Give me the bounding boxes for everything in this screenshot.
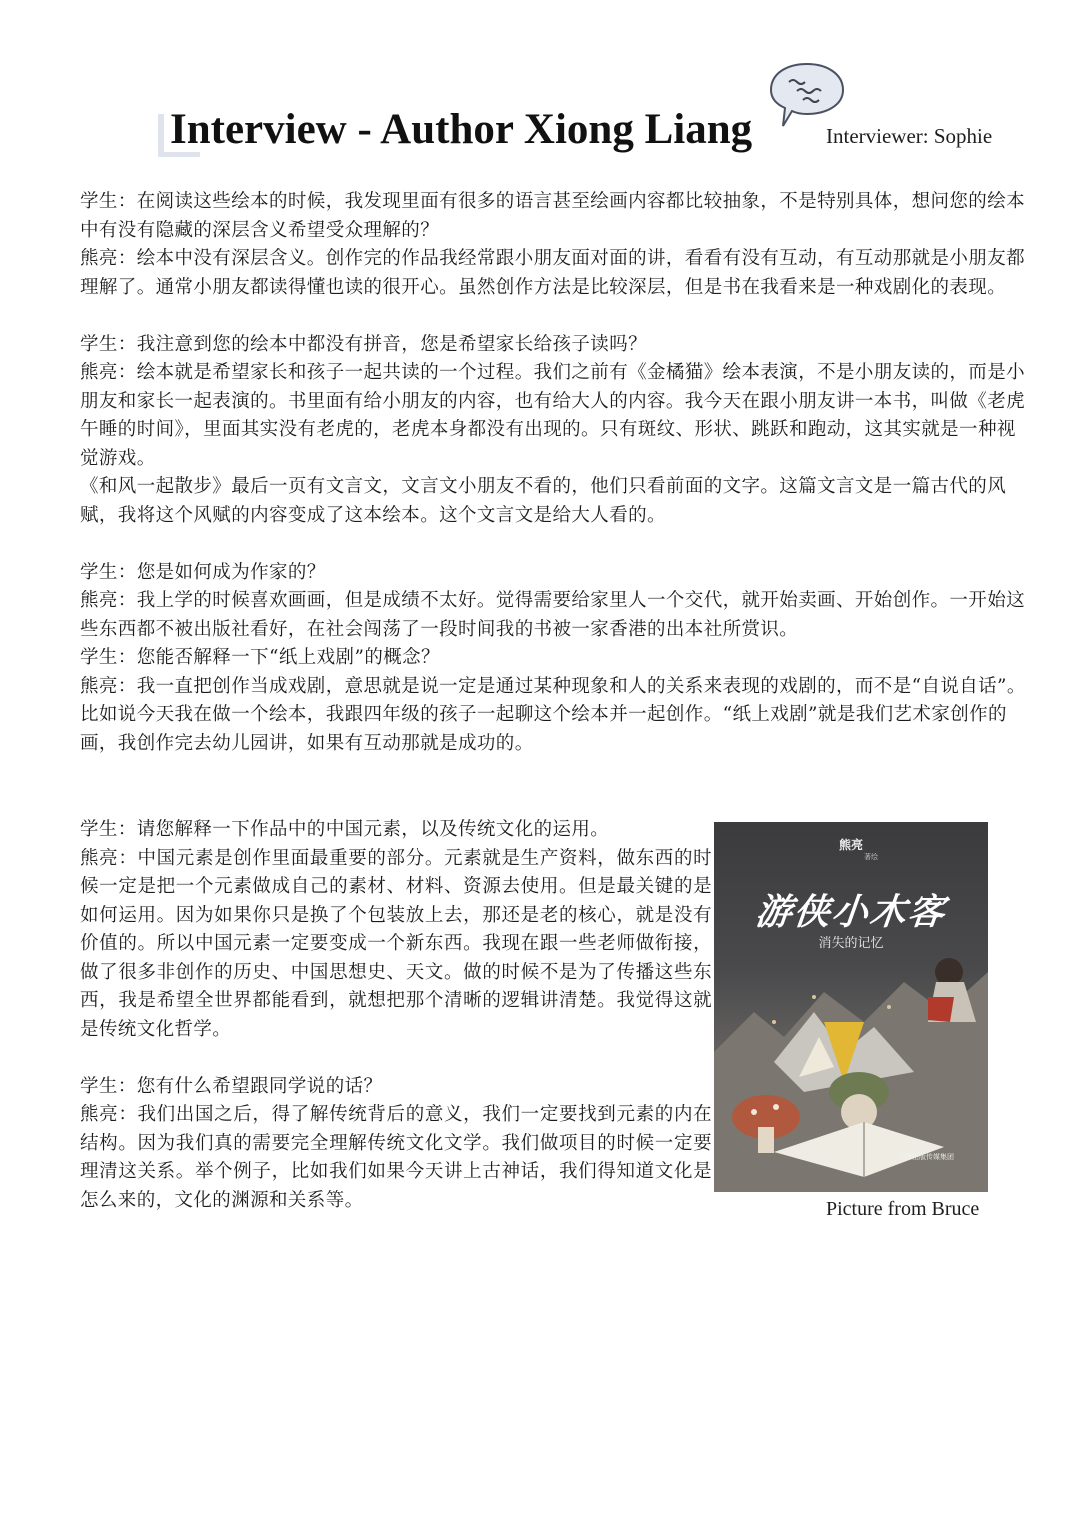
picture-caption: Picture from Bruce xyxy=(826,1198,980,1220)
interview-paragraph: 学生：在阅读这些绘本的时候，我发现里面有很多的语言甚至绘画内容都比较抽象，不是特别具体，想问您的绘本中有没有隐藏的深层含义希望受众理解的？ xyxy=(80,191,1026,241)
interview-section-1 xyxy=(80,188,1028,758)
interview-paragraph: 《和风一起散步》最后一页有文言文，文言文小朋友不看的，他们只看前面的文字。这篇文言文是一篇古代的风赋，我将这个风赋的内容变成了这本绘本。这个文言文是给大人看的。 xyxy=(80,476,1007,526)
interview-paragraph: 熊亮：绘本就是希望家长和孩子一起共读的一个过程。我们之前有《金橘猫》绘本表演，不是小朋友读的，而是小朋友和家长一起表演的。书里面有给小朋友的内容，也有给大人的内容。我今天在跟小朋友讲一本书，叫做《老虎午睡的时间》，里面其实没有老虎的，老虎本身都没有出现的。只有斑纹、形状、跳跃和跑动，这其实就是一种视觉游戏。 xyxy=(80,362,1026,469)
book-cover-illustration xyxy=(714,822,988,1192)
interview-paragraph: 学生：请您解释一下作品中的中国元素，以及传统文化的运用。 xyxy=(80,819,610,840)
interview-paragraph: 学生：您能否解释一下“纸上戏剧”的概念？ xyxy=(80,647,440,668)
interview-paragraph: 学生：您是如何成为作家的？ xyxy=(80,561,326,583)
page-title: Interview - Author Xiong Liang xyxy=(170,106,753,153)
book-cover-image xyxy=(714,822,988,1192)
title-block xyxy=(158,104,798,164)
book-publisher: 天津出版传媒集团 xyxy=(898,1153,954,1161)
book-subtitle: 消失的记忆 xyxy=(818,936,884,951)
paragraph-gap xyxy=(80,530,1028,559)
book-author-sub: 著绘 xyxy=(864,853,878,861)
paragraph-gap xyxy=(80,302,1028,331)
interview-paragraph: 熊亮：绘本中没有深层含义。创作完的作品我经常跟小朋友面对面的讲，看看有没有互动，有互动那就是小朋友都理解了。通常小朋友都读得懂也读的很开心。虽然创作方法是比较深层，但是书在我看来是一种戏剧化的表现。 xyxy=(80,248,1026,298)
interview-paragraph: 学生：我注意到您的绘本中都没有拼音，您是希望家长给孩子读吗？ xyxy=(80,333,648,355)
interview-section-2 xyxy=(80,816,712,1215)
paragraph-gap xyxy=(80,1044,712,1073)
book-title: 游侠小木客 xyxy=(753,892,948,933)
interview-paragraph: 学生：您有什么希望跟同学说的话？ xyxy=(80,1075,383,1097)
interviewer-label: Interviewer: Sophie xyxy=(826,124,993,148)
interview-paragraph: 熊亮：中国元素是创作里面最重要的部分。元素就是生产资料，做东西的时候一定是把一个元素做成自己的素材、材料、资源去使用。但是最关键的是如何运用。因为如果你只是换了个包装放上去，那还是老的核心，就是没有价值的。所以中国元素一定要变成一个新东西。我现在跟一些老师做衔接，做了很多非创作的历史、中国思想史、天文。做的时候不是为了传播这些东西，我是希望全世界都能看到，就想把那个清晰的逻辑讲清楚。我觉得这就是传统文化哲学。 xyxy=(80,847,712,1040)
interview-paragraph: 熊亮：我们出国之后，得了解传统背后的意义，我们一定要找到元素的内在结构。因为我们真的需要完全理解传统文化文学。我们做项目的时候一定要理清这关系。举个例子，比如我们如果今天讲上古神话，我们得知道文化是怎么来的，文化的渊源和关系等。 xyxy=(80,1104,712,1211)
speech-bubble-icon xyxy=(763,60,847,132)
interview-paragraph: 熊亮：我一直把创作当成戏剧，意思就是说一定是通过某种现象和人的关系来表现的戏剧的，而不是“自说自话”。比如说今天我在做一个绘本，我跟四年级的孩子一起聊这个绘本并一起创作。“纸上戏剧”就是我们艺术家创作的画，我创作完去幼儿园讲，如果有互动那就是成功的。 xyxy=(80,675,1026,754)
book-author: 熊亮 xyxy=(838,838,863,852)
interview-paragraph: 熊亮：我上学的时候喜欢画画，但是成绩不太好。觉得需要给家里人一个交代，就开始卖画、开始创作。一开始这些东西都不被出版社看好，在社会闯荡了一段时间我的书被一家香港的出本社所赏识。 xyxy=(80,590,1026,640)
